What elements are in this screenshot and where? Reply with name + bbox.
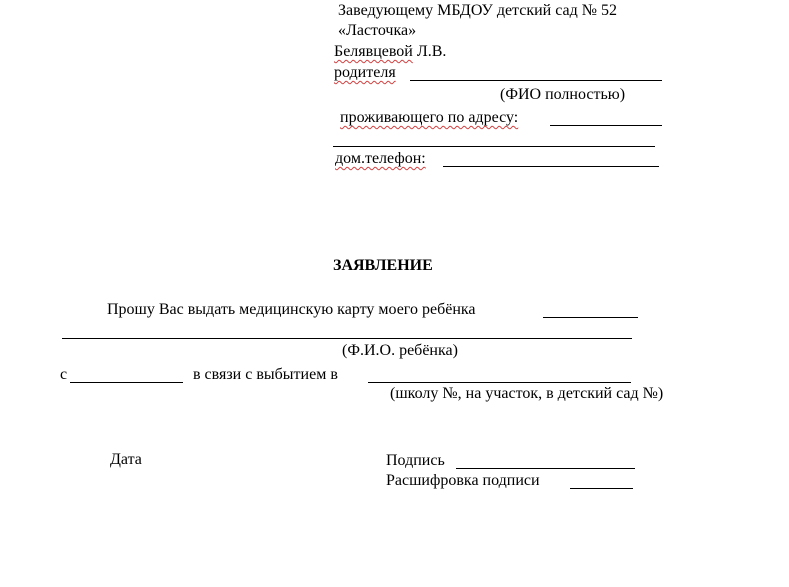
signature-decoding-label: Расшифровка подписи (386, 472, 540, 489)
address-field[interactable] (550, 125, 662, 126)
head-name (334, 43, 446, 61)
destination-hint: (школу №, на участок, в детский сад №) (390, 385, 664, 402)
fio-hint: (ФИО полностью) (500, 86, 626, 103)
date-label: Дата (110, 451, 142, 468)
address-field-continued[interactable] (333, 146, 655, 147)
parent-label: родителя (334, 64, 396, 81)
child-name-field[interactable] (543, 317, 638, 318)
reason-text: в связи с выбытием в (193, 366, 338, 383)
phone-label: дом.телефон: (335, 150, 426, 167)
head-initials: Л.В. (412, 43, 447, 60)
addressee-line: Заведующему МБДОУ детский сад № 52 (338, 2, 618, 19)
from-label: с (60, 366, 68, 383)
signature-field[interactable] (456, 468, 635, 469)
kindergarten-name: «Ласточка» (338, 22, 417, 39)
parent-name-field[interactable] (410, 80, 662, 81)
signature-decoding-field[interactable] (570, 488, 633, 489)
destination-field[interactable] (368, 382, 631, 383)
child-name-field-continued[interactable] (62, 338, 632, 339)
signature-label: Подпись (386, 452, 445, 469)
date-from-field[interactable] (70, 382, 183, 383)
child-hint: (Ф.И.О. ребёнка) (342, 342, 458, 359)
head-surname: Белявцевой (334, 43, 413, 60)
phone-field[interactable] (443, 166, 659, 167)
document-title: ЗАЯВЛЕНИЕ (333, 257, 433, 274)
address-label: проживающего по адресу: (340, 109, 519, 126)
request-text: Прошу Вас выдать медицинскую карту моего ребёнка (107, 301, 476, 318)
